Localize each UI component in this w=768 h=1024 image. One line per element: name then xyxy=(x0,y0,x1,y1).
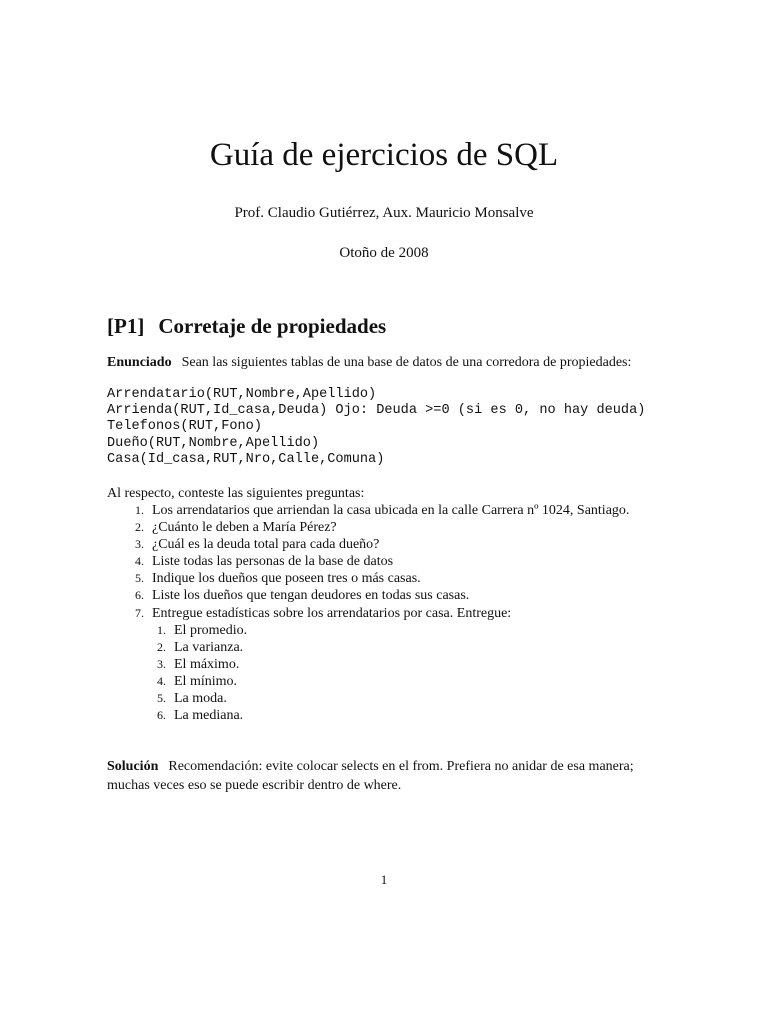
list-number: 4. xyxy=(135,554,144,569)
list-item xyxy=(107,502,667,519)
list-item xyxy=(107,519,667,536)
list-item xyxy=(107,553,667,570)
list-item xyxy=(107,587,667,604)
list-number: 3. xyxy=(135,537,144,552)
enunciado-paragraph xyxy=(107,353,662,372)
list-item xyxy=(107,605,667,622)
schema-line: Telefonos(RUT,Fono) xyxy=(107,419,262,435)
questions-list xyxy=(107,502,667,724)
sublist-item xyxy=(107,656,667,673)
sublist-text: La varianza. xyxy=(174,639,244,655)
list-text: Los arrendatarios que arriendan la casa ubicada en la calle Carrera nº 1024, Santiago. xyxy=(152,503,630,518)
schema-line: Arrienda(RUT,Id_casa,Deuda) Ojo: Deuda >=0 (si es 0, no hay deuda) xyxy=(107,403,646,419)
solucion-paragraph xyxy=(107,757,662,795)
questions-intro: Al respecto, conteste las siguientes preguntas: xyxy=(107,486,365,501)
sublist-number: 1. xyxy=(157,622,166,637)
list-number: 2. xyxy=(135,520,144,535)
sublist-text: La mediana. xyxy=(174,708,244,724)
sublist-text: El mínimo. xyxy=(174,673,237,689)
list-text: Liste todas las personas de la base de datos xyxy=(152,554,394,570)
section-title: Corretaje de propiedades xyxy=(158,314,387,338)
document-date: Otoño de 2008 xyxy=(339,245,429,261)
sublist-text: La moda. xyxy=(174,691,227,707)
sublist-item xyxy=(107,690,667,707)
document-title: Guía de ejercicios de SQL xyxy=(209,137,559,173)
list-text: Entregue estadísticas sobre los arrendatarios por casa. Entregue: xyxy=(152,605,512,621)
list-number: 5. xyxy=(135,571,144,586)
sublist-number: 2. xyxy=(157,639,166,654)
schema-line: Casa(Id_casa,RUT,Nro,Calle,Comuna) xyxy=(107,451,385,467)
schema-line: Arrendatario(RUT,Nombre,Apellido) xyxy=(107,387,377,402)
sublist-text: El promedio. xyxy=(174,622,248,638)
sublist-item xyxy=(107,622,667,639)
sublist-item xyxy=(107,673,667,690)
schema-line: Dueño(RUT,Nombre,Apellido) xyxy=(107,435,320,451)
section-heading xyxy=(107,312,386,340)
document-authors: Prof. Claudio Gutiérrez, Aux. Mauricio Monsalve xyxy=(234,205,534,221)
sublist-number: 3. xyxy=(157,656,166,671)
sublist-item xyxy=(107,707,667,724)
list-item xyxy=(107,536,667,553)
solucion-label: Solución xyxy=(107,759,159,774)
enunciado-text: Sean las siguientes tablas de una base de datos de una corredora de propiedades: xyxy=(181,355,632,370)
list-item xyxy=(107,570,667,587)
list-text: ¿Cuál es la deuda total para cada dueño? xyxy=(152,537,380,553)
sublist-number: 6. xyxy=(157,708,166,723)
list-number: 6. xyxy=(135,588,144,603)
solucion-text: Recomendación: evite colocar selects en el from. Prefiera no anidar de esa manera; muchas veces eso se puede escribir dentro de where. xyxy=(107,759,634,793)
list-number: 1. xyxy=(135,503,144,517)
section-number: [P1] xyxy=(107,314,145,338)
schema-code-block xyxy=(107,387,645,468)
list-text: Liste los dueños que tengan deudores en todas sus casas. xyxy=(152,588,470,604)
list-text: ¿Cuánto le deben a María Pérez? xyxy=(152,520,337,536)
page-number: 1 xyxy=(380,872,388,887)
sublist-number: 4. xyxy=(157,673,166,688)
enunciado-label: Enunciado xyxy=(107,355,172,370)
sublist-text: El máximo. xyxy=(174,656,240,672)
list-text: Indique los dueños que poseen tres o más casas. xyxy=(152,571,421,587)
list-number: 7. xyxy=(135,605,144,620)
sublist-number: 5. xyxy=(157,691,166,706)
sublist-item xyxy=(107,639,667,656)
